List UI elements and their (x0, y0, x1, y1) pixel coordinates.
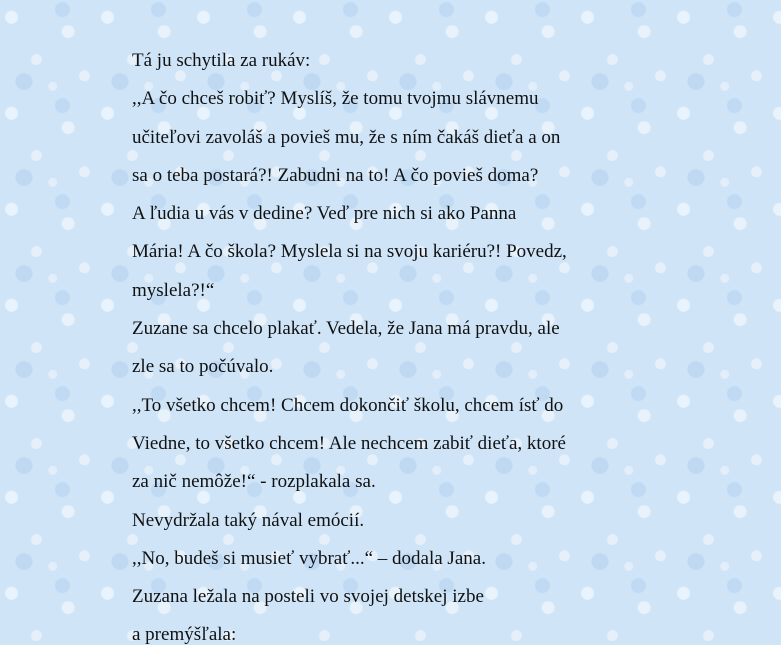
text-line-14: ,,No, budeš si musieť vybrať...“ – dodala Jana. (132, 547, 486, 569)
text-line-16: a premýšľala: (132, 624, 237, 645)
text-line-13: Nevydržala taký nával emócií. (132, 509, 365, 531)
text-line-2: ,,A čo chceš robiť? Myslíš, že tomu tvojmu slávnemu (132, 88, 539, 110)
text-line-6: Mária! A čo škola? Myslela si na svoju kariéru?! Povedz, (132, 241, 567, 263)
text-line-7: myslela?!“ (132, 279, 215, 301)
text-line-1: Tá ju schytila za rukáv: (132, 50, 311, 71)
text-line-5: A ľudia u vás v dedine? Veď pre nich si ako Panna (132, 203, 517, 225)
text-line-8: Zuzane sa chcelo plakať. Vedela, že Jana má pravdu, ale (132, 318, 560, 340)
text-line-10: ,,To všetko chcem! Chcem dokončiť školu, chcem ísť do (132, 394, 564, 416)
text-line-11: Viedne, to všetko chcem! Ale nechcem zabiť dieťa, ktoré (132, 432, 566, 454)
text-line-3: učiteľovi zavoláš a povieš mu, že s ním čakáš dieťa a on (132, 126, 561, 148)
text-line-4: sa o teba postará?! Zabudni na to! A čo povieš doma? (132, 164, 539, 186)
text-line-12: za nič nemôže!“ - rozplakala sa. (132, 471, 376, 493)
text-line-9: zle sa to počúvalo. (132, 356, 274, 378)
text-line-15: Zuzana ležala na posteli vo svojej detskej izbe (132, 586, 484, 608)
document-text (132, 42, 692, 645)
